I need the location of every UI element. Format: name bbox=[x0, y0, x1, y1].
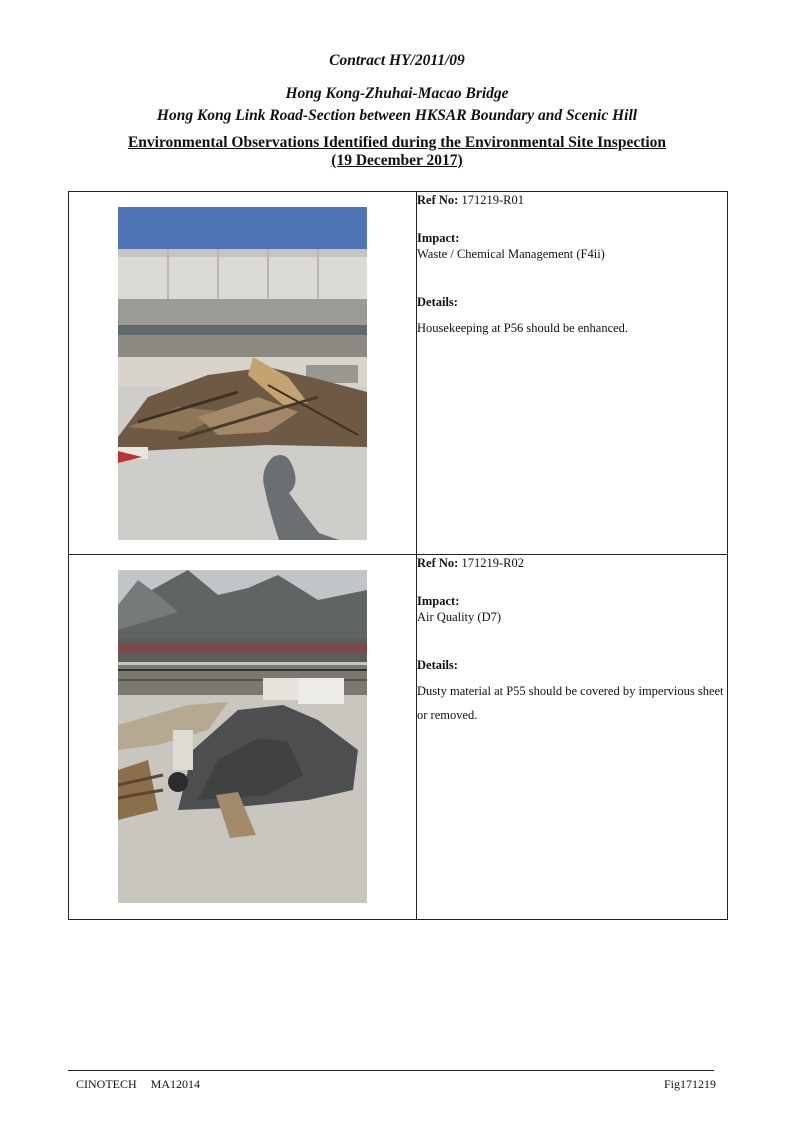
project-line-1: Hong Kong-Zhuhai-Macao Bridge bbox=[285, 85, 509, 102]
details-label: Details: bbox=[417, 295, 458, 309]
ref-no-label: Ref No: bbox=[417, 193, 459, 207]
ref-no-line bbox=[417, 192, 727, 208]
ref-no-label: Ref No: bbox=[417, 556, 459, 570]
details-value: Dusty material at P55 should be covered by impervious sheet or removed. bbox=[417, 684, 724, 722]
title-line-2: (19 December 2017) bbox=[331, 152, 463, 169]
table-row bbox=[69, 192, 728, 555]
footer-divider bbox=[68, 1070, 714, 1071]
ref-no-value: 171219-R02 bbox=[461, 556, 524, 570]
figure-number: Fig171219 bbox=[663, 1077, 716, 1091]
impact-label: Impact: bbox=[417, 231, 460, 245]
details-value: Housekeeping at P56 should be enhanced. bbox=[417, 321, 629, 335]
photo-cell bbox=[69, 192, 417, 555]
table-row bbox=[69, 555, 728, 920]
impact-value: Waste / Chemical Management (F4ii) bbox=[417, 247, 605, 261]
project-line-2: Hong Kong Link Road-Section between HKSAR Boundary and Scenic Hill bbox=[156, 107, 638, 124]
document-header bbox=[0, 50, 794, 170]
title-line-1: Environmental Observations Identified during the Environmental Site Inspection bbox=[127, 134, 667, 151]
document-title bbox=[0, 134, 794, 170]
site-photo-waste bbox=[118, 207, 367, 540]
site-photo-dust bbox=[118, 570, 367, 903]
project-name bbox=[0, 83, 794, 127]
observation-details bbox=[417, 555, 728, 920]
details-label: Details: bbox=[417, 658, 458, 672]
photo-cell bbox=[69, 555, 417, 920]
observations-table bbox=[68, 191, 728, 920]
ref-no-line bbox=[417, 555, 727, 571]
company-name: CINOTECH bbox=[76, 1077, 137, 1091]
project-code: MA12014 bbox=[150, 1077, 201, 1091]
impact-value: Air Quality (D7) bbox=[417, 610, 502, 624]
ref-no-value: 171219-R01 bbox=[461, 193, 524, 207]
contract-number: Contract HY/2011/09 bbox=[329, 52, 465, 69]
footer-left bbox=[76, 1077, 200, 1092]
impact-label: Impact: bbox=[417, 594, 460, 608]
observation-details bbox=[417, 192, 728, 555]
